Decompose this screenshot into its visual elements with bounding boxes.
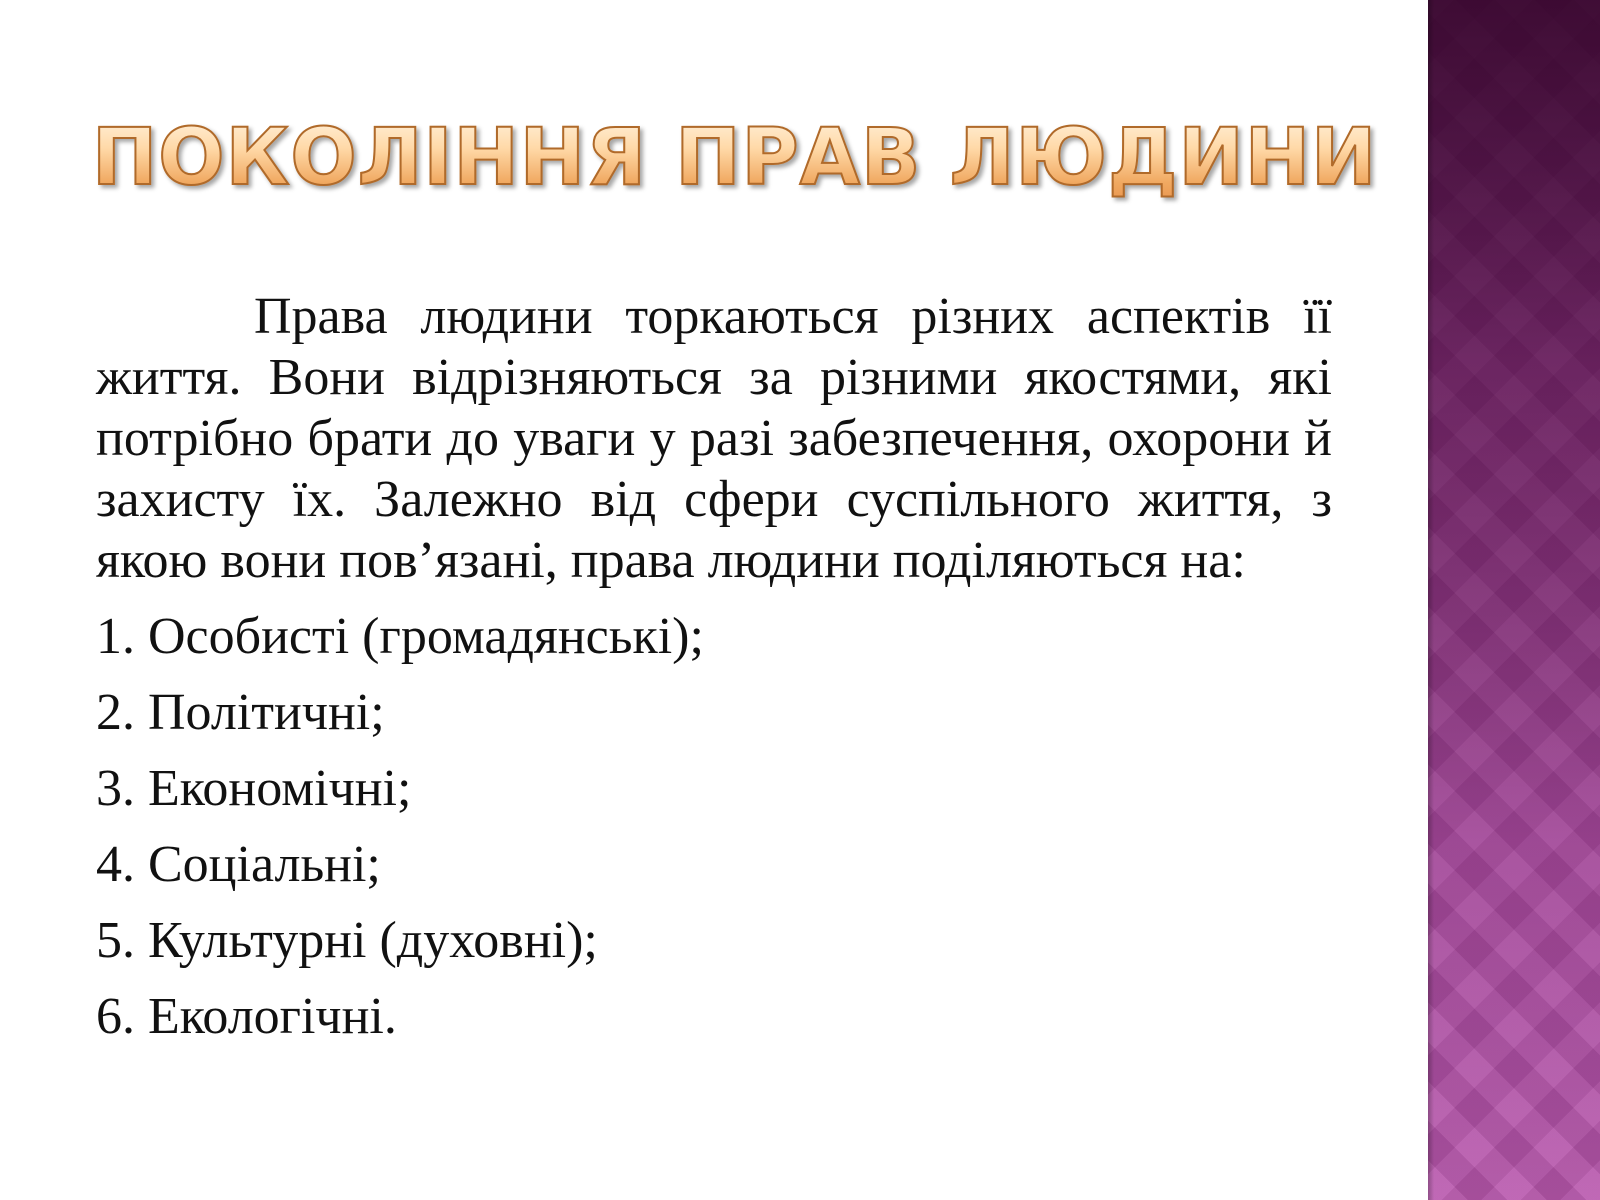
decorative-side-band [1428, 0, 1600, 1200]
rights-list [96, 599, 1332, 1055]
intro-paragraph: Права людини торкаються різних аспектів її життя. Вони відрізняються за різними якостями, які потрібно брати до уваги у разі забезпечення, охорони й захисту їх. Залежно від сфери суспільного життя, з якою вони пов’язані, права людини поділяються на: [96, 288, 1332, 589]
list-item: 6. Екологічні. [96, 988, 397, 1045]
slide-title: ПОКОЛІННЯ ПРАВ ЛЮДИНИ [92, 108, 1412, 208]
list-item: 2. Політичні; [96, 684, 385, 741]
list-item: 4. Соціальні; [96, 836, 381, 893]
list-item: 3. Економічні; [96, 760, 412, 817]
list-item: 1. Особисті (громадянські); [96, 608, 704, 665]
slide-body [96, 286, 1332, 1055]
list-item: 5. Культурні (духовні); [96, 912, 598, 969]
